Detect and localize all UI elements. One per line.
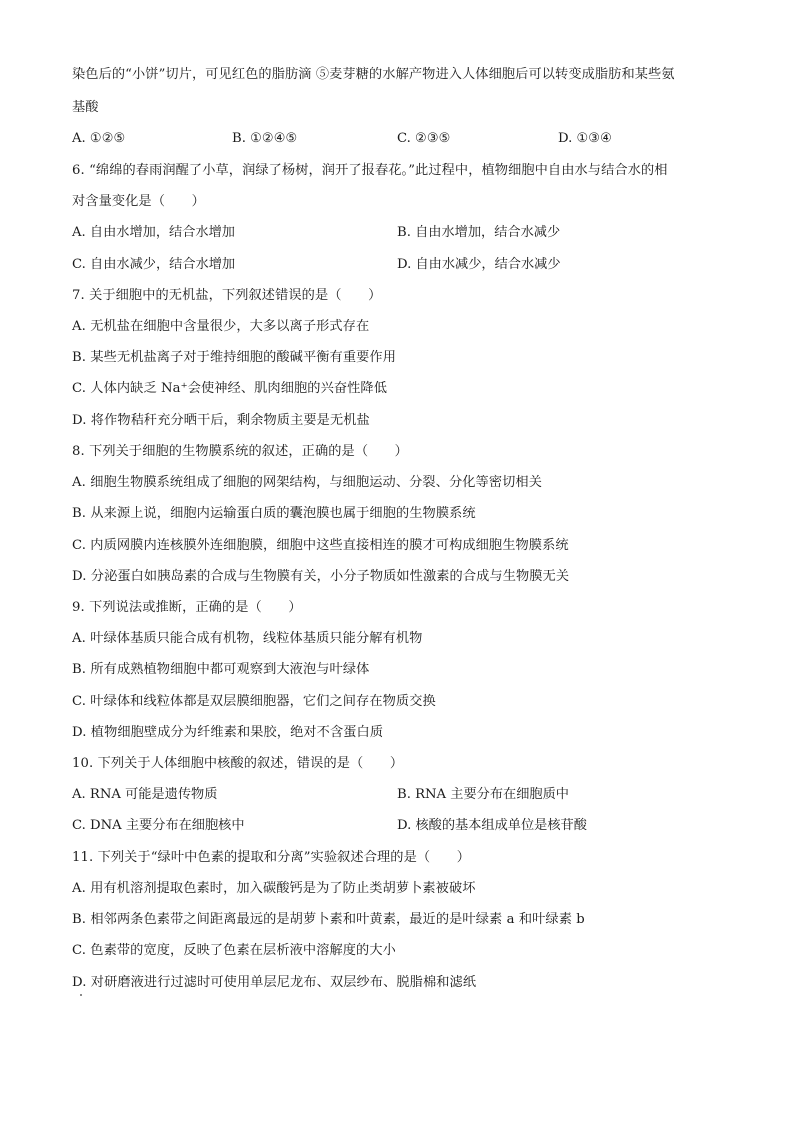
- q7-option-d: D. 将作物秸秆充分晒干后，剩余物质主要是无机盐: [72, 413, 370, 428]
- q9-option-c: C. 叶绿体和线粒体都是双层膜细胞器，它们之间存在物质交换: [72, 694, 436, 709]
- q5-option-b: B. ①②④⑤: [232, 131, 298, 146]
- q10-option-d: D. 核酸的基本组成单位是核苷酸: [397, 818, 587, 833]
- q9-option-a: A. 叶绿体基质只能合成有机物，线粒体基质只能分解有机物: [72, 631, 423, 646]
- continuation-line-2: 基酸: [72, 100, 99, 115]
- q10-option-c: C. DNA 主要分布在细胞核中: [72, 818, 245, 833]
- q9-option-b: B. 所有成熟植物细胞中都可观察到大液泡与叶绿体: [72, 662, 370, 677]
- q8-stem: 8. 下列关于细胞的生物膜系统的叙述，正确的是（ ）: [72, 444, 408, 459]
- q6-option-c: C. 自由水减少，结合水增加: [72, 257, 236, 272]
- q11-stem: 11. 下列关于“绿叶中色素的提取和分离”实验叙述合理的是（ ）: [72, 850, 471, 865]
- q5-option-c: C. ②③⑤: [397, 131, 451, 146]
- q7-option-b: B. 某些无机盐离子对于维持细胞的酸碱平衡有重要作用: [72, 350, 396, 365]
- q7-stem: 7. 关于细胞中的无机盐，下列叙述错误的是（ ）: [72, 288, 382, 303]
- q8-option-c: C. 内质网膜内连核膜外连细胞膜，细胞中这些直接相连的膜才可构成细胞生物膜系统: [72, 538, 569, 553]
- continuation-line-1: 染色后的“小饼”切片，可见红色的脂肪滴 ⑤麦芽糖的水解产物进入人体细胞后可以转变成脂肪和某些氨: [72, 67, 675, 82]
- q11-option-d: D. 对研磨液进行过滤时可使用单层尼龙布、双层纱布、脱脂棉和滤纸: [72, 975, 477, 990]
- q10-option-b: B. RNA 主要分布在细胞质中: [397, 787, 569, 802]
- q8-option-a: A. 细胞生物膜系统组成了细胞的网架结构，与细胞运动、分裂、分化等密切相关: [72, 475, 542, 490]
- q6-option-b: B. 自由水增加，结合水减少: [397, 225, 561, 240]
- q8-option-b: B. 从来源上说，细胞内运输蛋白质的囊泡膜也属于细胞的生物膜系统: [72, 506, 476, 521]
- q11-option-c: C. 色素带的宽度，反映了色素在层析液中溶解度的大小: [72, 943, 396, 958]
- q7-option-a: A. 无机盐在细胞中含量很少，大多以离子形式存在: [72, 319, 370, 334]
- q8-option-d: D. 分泌蛋白如胰岛素的合成与生物膜有关，小分子物质如性激素的合成与生物膜无关: [72, 569, 570, 584]
- q11-option-a: A. 用有机溶剂提取色素时，加入碳酸钙是为了防止类胡萝卜素被破坏: [72, 881, 476, 896]
- q10-stem: 10. 下列关于人体细胞中核酸的叙述，错误的是（ ）: [72, 756, 404, 771]
- q5-option-a: A. ①②⑤: [72, 131, 126, 146]
- q6-option-a: A. 自由水增加，结合水增加: [72, 225, 235, 240]
- q6-stem-line-2: 对含量变化是（ ）: [72, 194, 205, 209]
- q11-option-b: B. 相邻两条色素带之间距离最远的是胡萝卜素和叶黄素，最近的是叶绿素 a 和叶绿素 b: [72, 912, 585, 927]
- scan-speck: [80, 994, 82, 996]
- q5-option-d: D. ①③④: [558, 131, 612, 146]
- q9-stem: 9. 下列说法或推断，正确的是（ ）: [72, 600, 302, 615]
- q6-stem-line-1: 6. “绵绵的春雨润醒了小草，润绿了杨树，润开了报春花。”此过程中，植物细胞中自由水与结合水的相: [72, 163, 668, 178]
- q9-option-d: D. 植物细胞壁成分为纤维素和果胶，绝对不含蛋白质: [72, 725, 384, 740]
- q7-option-c: C. 人体内缺乏 Na⁺会使神经、肌肉细胞的兴奋性降低: [72, 381, 388, 396]
- q6-option-d: D. 自由水减少，结合水减少: [397, 257, 561, 272]
- q10-option-a: A. RNA 可能是遗传物质: [72, 787, 218, 802]
